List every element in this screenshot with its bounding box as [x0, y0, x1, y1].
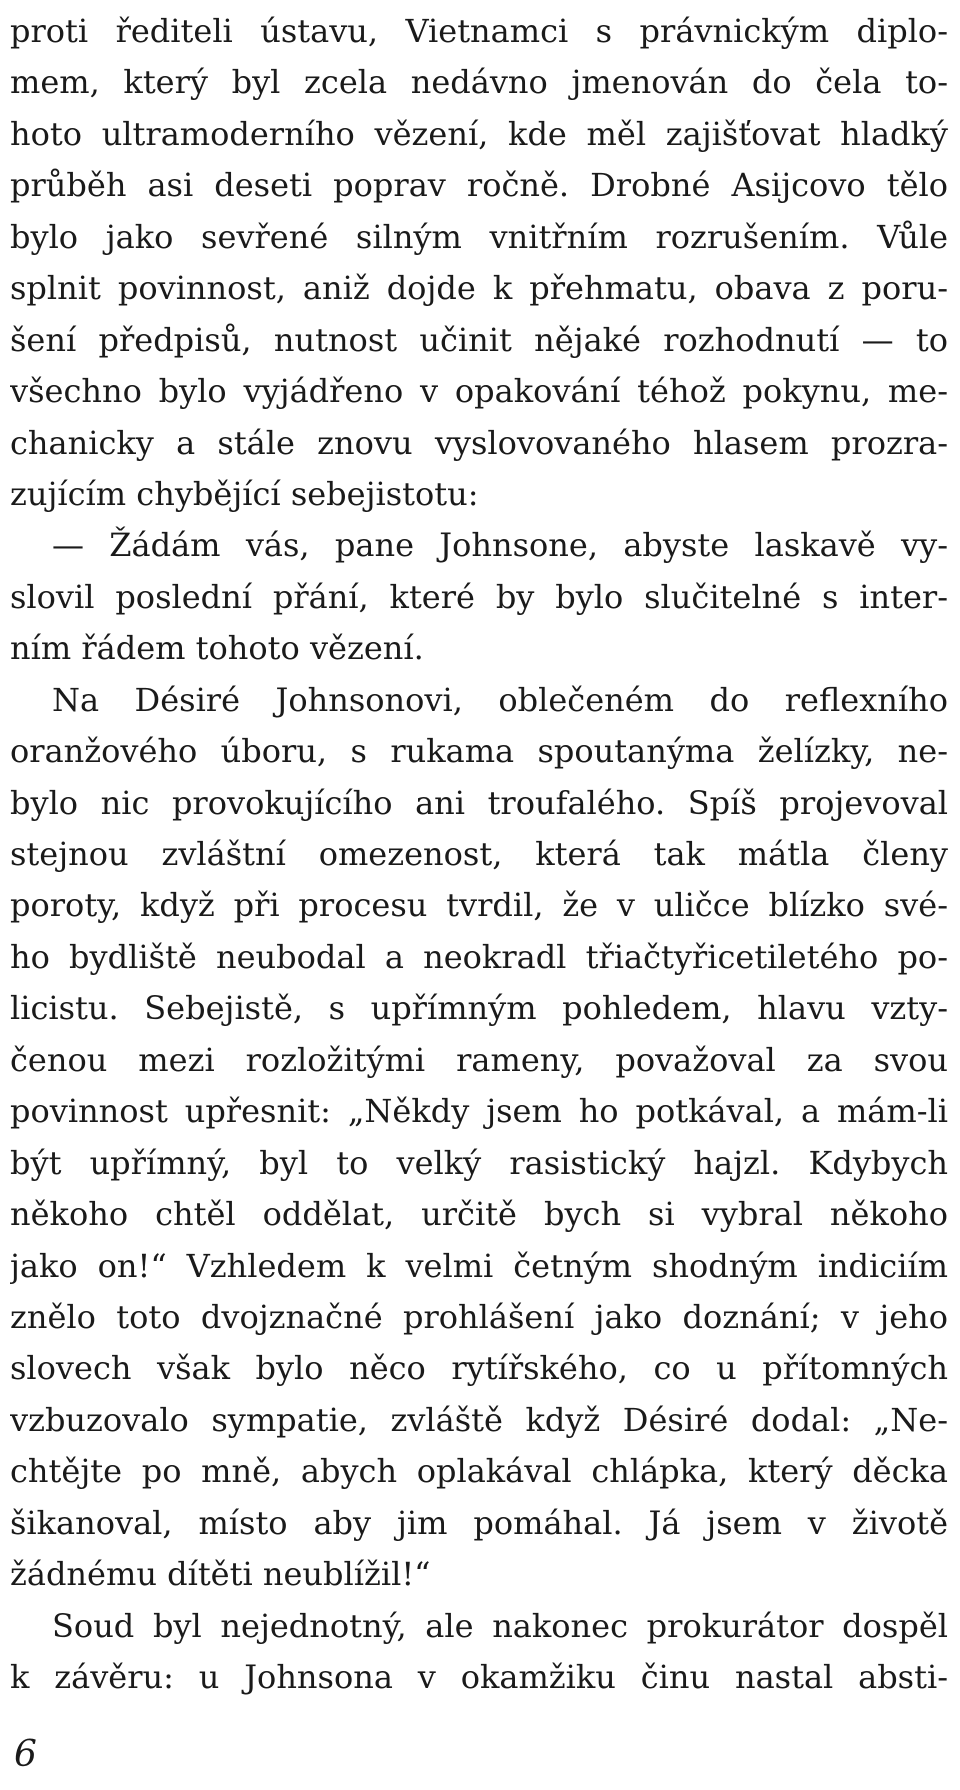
text-line: bylo jako sevřené silným vnitřním rozrušením. Vůle: [10, 217, 948, 256]
page-number: 6: [14, 1734, 37, 1775]
text-line: žádnému dítěti neublížil!“: [10, 1555, 431, 1594]
text-line: slovil poslední přání, které by bylo slučitelné s inter-: [10, 577, 948, 616]
text-line: oranžového úboru, s rukama spoutanýma želízky, ne-: [10, 732, 948, 771]
text-line: vzbuzovalo sympatie, zvláště když Désiré dodal: „Ne-: [10, 1400, 948, 1439]
text-line: — Žádám vás, pane Johnsone, abyste laskavě vy-: [52, 526, 948, 565]
text-line: splnit povinnost, aniž dojde k přehmatu, obava z poru-: [10, 269, 948, 308]
text-line: čenou mezi rozložitými rameny, považoval za svou: [10, 1040, 948, 1079]
text-line: poroty, když při procesu tvrdil, že v uličce blízko své-: [10, 886, 948, 925]
text-line: Na Désiré Johnsonovi, oblečeném do reflexního: [52, 680, 948, 719]
text-line: znělo toto dvojznačné prohlášení jako doznání; v jeho: [10, 1297, 948, 1336]
text-line: licistu. Sebejistě, s upřímným pohledem, hlavu vzty-: [10, 989, 948, 1028]
text-line: Soud byl nejednotný, ale nakonec prokurátor dospěl: [52, 1606, 948, 1645]
text-line: ho bydliště neubodal a neokradl třiačtyřicetiletého po-: [10, 937, 948, 976]
text-line: slovech však bylo něco rytířského, co u přítomných: [10, 1349, 948, 1388]
text-line: stejnou zvláštní omezenost, která tak mátla členy: [10, 835, 948, 873]
text-line: šení předpisů, nutnost učinit nějaké rozhodnutí — to: [10, 320, 948, 359]
text-line: povinnost upřesnit: „Někdy jsem ho potkával, a mám-li: [10, 1092, 948, 1131]
text-line: šikanoval, místo aby jim pomáhal. Já jsem v životě: [10, 1503, 948, 1542]
text-line: zujícím chybějící sebejistotu:: [10, 474, 479, 513]
text-line: proti řediteli ústavu, Vietnamci s právnickým diplo-: [10, 12, 948, 50]
body-text: [10, 6, 948, 1703]
text-line: někoho chtěl oddělat, určitě bych si vybral někoho: [10, 1195, 948, 1234]
text-line: chanicky a stále znovu vyslovovaného hlasem prozra-: [10, 423, 948, 462]
text-line: být upřímný, byl to velký rasistický hajzl. Kdybych: [10, 1143, 948, 1182]
text-line: všechno bylo vyjádřeno v opakování téhož pokynu, me-: [10, 372, 948, 411]
text-line: ním řádem tohoto vězení.: [10, 629, 424, 668]
text-line: jako on!“ Vzhledem k velmi četným shodným indiciím: [10, 1246, 948, 1285]
text-line: průběh asi deseti poprav ročně. Drobné Asijcovo tělo: [10, 166, 948, 205]
text-line: hoto ultramoderního vězení, kde měl zajišťovat hladký: [10, 114, 948, 153]
text-line: bylo nic provokujícího ani troufalého. Spíš projevoval: [10, 783, 948, 822]
text-line: mem, který byl zcela nedávno jmenován do čela to-: [10, 63, 948, 102]
text-line: k závěru: u Johnsona v okamžiku činu nastal absti-: [10, 1658, 948, 1696]
text-line: chtějte po mně, abych oplakával chlápka, který děcka: [10, 1452, 948, 1491]
